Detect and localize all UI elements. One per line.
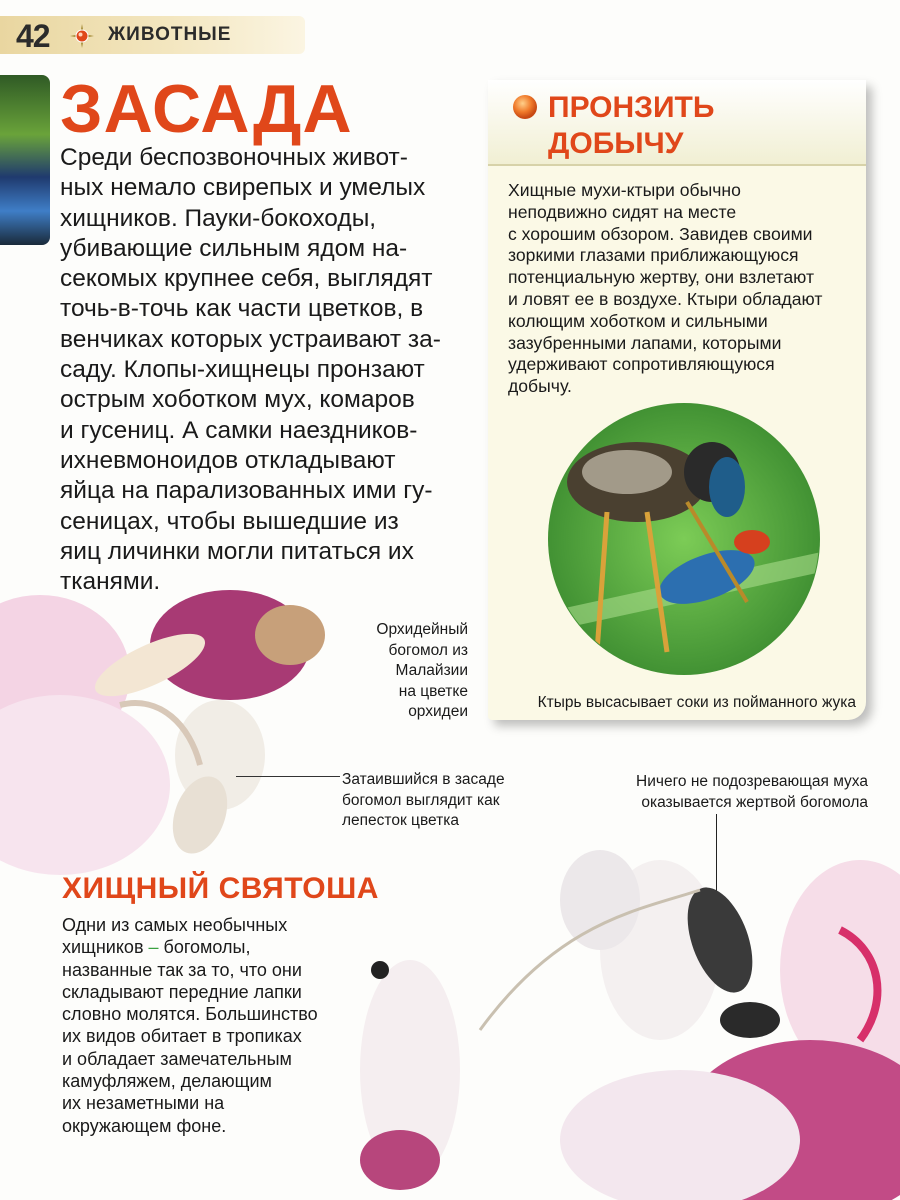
- main-heading: ЗАСАДА: [60, 71, 353, 147]
- fly-caption: Ничего не подозревающая муха оказывается жертвой богомола: [636, 773, 868, 811]
- bottom-text: [62, 914, 382, 1137]
- side-heading: ПРОНЗИТЬ ДОБЫЧУ: [548, 91, 715, 160]
- main-text: Среди беспозвоночных живот- ных немало свирепых и умелых хищников. Пауки-бокоходы, убивающие сильным ядом на- секомых крупнее себя, выглядят точь-в-точь как части цветков, в венчиках которых устраивают за- саду. Клопы-хищнецы пронзают острым хоботком мух, комаров и гусениц. А самки наездников- ихневмоноидов откладывают яйца на парализованных ими гу- сеницах, чтобы вышедшие из яиц личинки могли питаться их тканями.: [60, 144, 441, 596]
- bottom-text-part-1: Одни из самых необычных хищников: [62, 915, 288, 958]
- side-photo-caption: Ктырь высасывает соки из пойманного жука: [537, 694, 856, 711]
- mantis-with-fly-photo: [340, 830, 900, 1200]
- section-name: ЖИВОТНЫЕ: [108, 24, 232, 45]
- beetle-photo: [0, 75, 50, 245]
- side-box-header: [488, 80, 866, 166]
- page-number: 42: [16, 18, 50, 54]
- green-dash: –: [148, 937, 159, 958]
- bottom-text-part-2: богомолы, названные так за то, что они складывают передние лапки словно молятся. Большинство их видов обитает в тропиках и обладает замечательным камуфляжем, делающим их незаметными на окружающем фоне.: [62, 937, 318, 1136]
- orange-bullet-icon: [512, 94, 538, 120]
- petal-caption-leader: [236, 776, 340, 777]
- orchid-mantis-photo: [0, 585, 360, 875]
- sub-heading: ХИЩНЫЙ СВЯТОША: [62, 872, 379, 905]
- orchid-mantis-caption: Орхидейный богомол из Малайзии на цветке орхидеи: [376, 621, 468, 720]
- compass-rose-icon: [70, 24, 94, 48]
- side-text: Хищные мухи-ктыри обычно неподвижно сидят на месте с хорошим обзором. Завидев своими зоркими глазами приближающуюся потенциальную жертву, они взлетают и ловят ее в воздухе. Ктыри обладают колющим хоботком и сильными зазубренными лапами, которыми удерживают сопротивляющуюся добычу.: [508, 180, 823, 397]
- petal-caption: Затаившийся в засаде богомол выглядит как лепесток цветка: [342, 771, 505, 829]
- robber-fly-photo: [547, 402, 821, 676]
- side-box: [488, 80, 866, 720]
